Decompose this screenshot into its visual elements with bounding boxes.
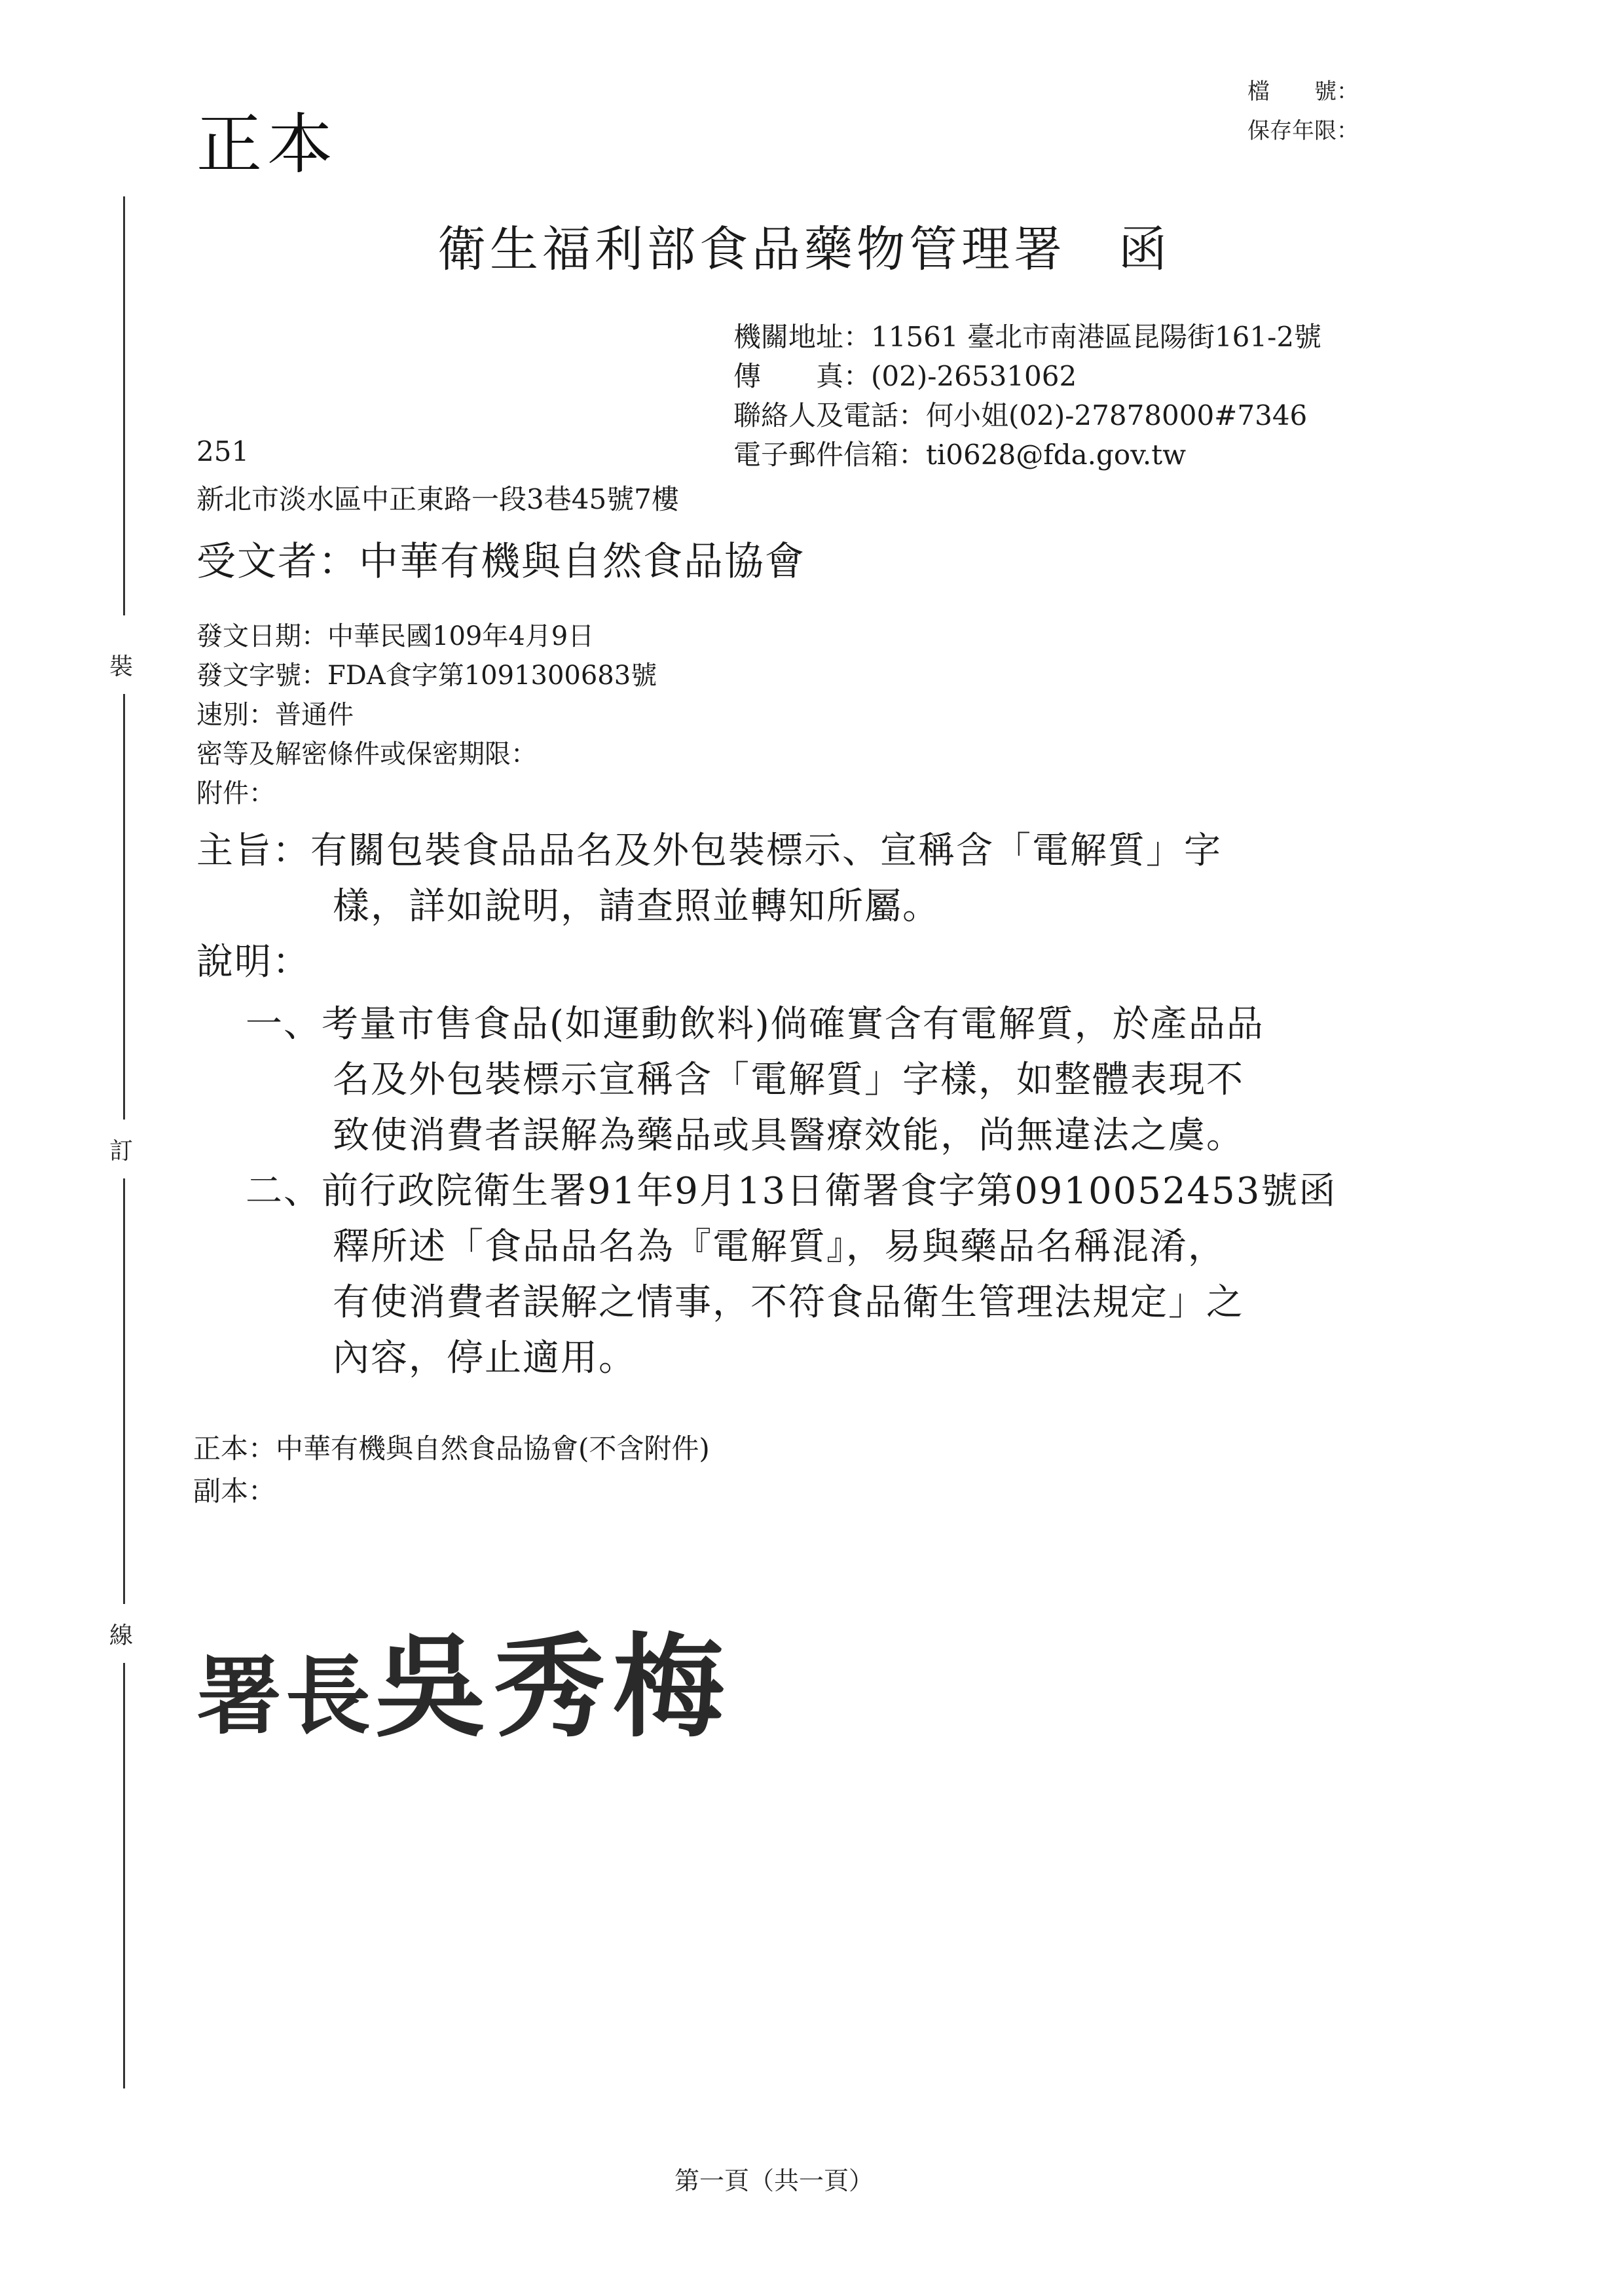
signature-name: 吳秀梅 (375, 1623, 733, 1753)
contact-person: 聯絡人及電話：何小姐(02)-27878000#7346 (733, 399, 1308, 431)
file-number-label: 檔 號： (1247, 79, 1359, 105)
agency-fax: 傳 真：(02)-26531062 (733, 360, 1077, 392)
contact-email: 電子郵件信箱：ti0628@fda.gov.tw (733, 439, 1187, 471)
issue-date: 發文日期：中華民國109年4月9日 (196, 621, 595, 651)
attachments: 附件： (196, 778, 275, 809)
postal-code: 251 (196, 435, 249, 467)
explanation-heading: 說明： (196, 941, 310, 983)
original-copy-stamp: 正本 (196, 106, 338, 183)
binding-mark-xian: 線 (109, 1622, 134, 1649)
subject-line-2: 樣，詳如說明，請查照並轉知所屬。 (333, 885, 940, 928)
agency-address: 機關地址：11561 臺北市南港區昆陽街161-2號 (733, 321, 1322, 353)
document-number: 發文字號：FDA食字第1091300683號 (196, 661, 657, 691)
explanation-item-2-line-2: 釋所述「食品品名為『電解質』，易與藥品名稱混淆， (333, 1226, 1226, 1268)
explanation-item-1-line-1: 一、考量市售食品(如運動飲料)倘確實含有電解質，於產品品 (246, 1003, 1264, 1046)
security-level: 密等及解密條件或保密期限： (196, 739, 537, 769)
retention-period-label: 保存年限： (1247, 118, 1359, 144)
explanation-item-1-line-2: 名及外包裝標示宣稱含「電解質」字樣，如整體表現不 (333, 1059, 1244, 1101)
agency-title: 衛生福利部食品藥物管理署 函 (437, 221, 1171, 278)
distribution-copy: 副本： (193, 1475, 276, 1507)
explanation-item-2-line-3: 有使消費者誤解之情事，不符食品衛生管理法規定」之 (333, 1281, 1244, 1324)
recipient-address: 新北市淡水區中正東路一段3巷45號7樓 (196, 483, 679, 515)
page-number: 第一頁（共一頁） (674, 2166, 874, 2195)
distribution-original: 正本：中華有機與自然食品協會(不含附件) (193, 1432, 710, 1465)
recipient: 受文者：中華有機與自然食品協會 (196, 539, 805, 585)
signature-title: 署長 (196, 1647, 375, 1746)
explanation-item-2-line-4: 內容，停止適用。 (333, 1337, 637, 1379)
director-signature (196, 1597, 732, 1758)
priority: 速別：普通件 (196, 700, 354, 730)
binding-mark-ding: 訂 (109, 1138, 134, 1165)
binding-line-segment (123, 1663, 125, 2088)
binding-line-segment (123, 1178, 125, 1604)
binding-line-segment (123, 196, 125, 615)
explanation-item-2-line-1: 二、前行政院衛生署91年9月13日衛署食字第0910052453號函 (246, 1170, 1337, 1212)
binding-line-segment (123, 694, 125, 1120)
subject-line-1: 主旨：有關包裝食品品名及外包裝標示、宣稱含「電解質」字 (196, 829, 1222, 872)
binding-mark-zhuang: 裝 (109, 653, 134, 680)
explanation-item-1-line-3: 致使消費者誤解為藥品或具醫療效能，尚無違法之虞。 (333, 1114, 1244, 1157)
